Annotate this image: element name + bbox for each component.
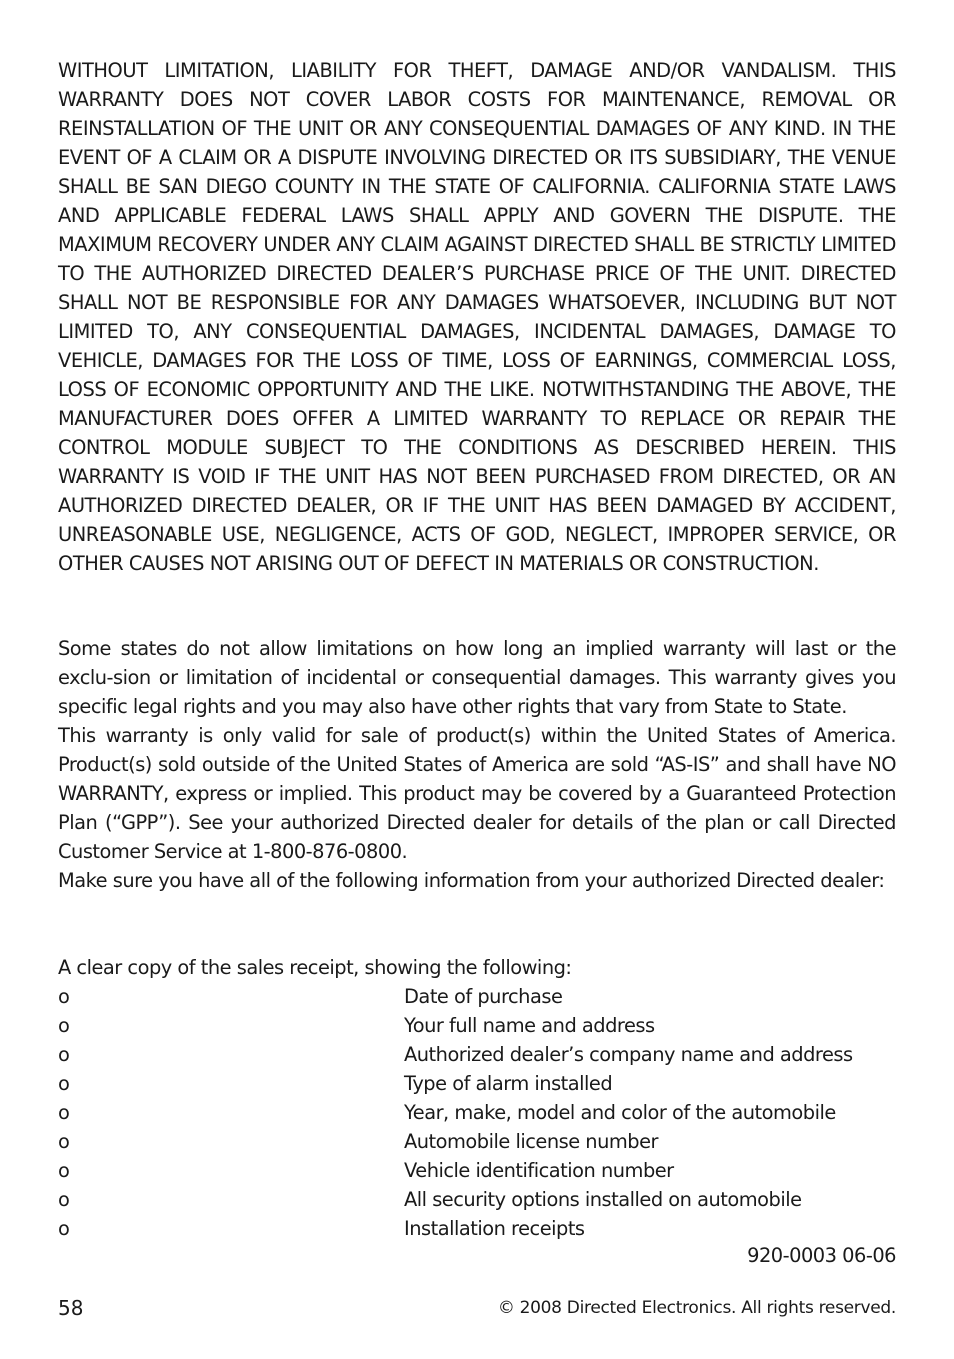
list-item [58, 1185, 896, 1214]
document-page [58, 0, 896, 1359]
list-item-text: Authorized dealer’s company name and address [404, 1043, 853, 1066]
list-item [58, 1156, 896, 1185]
list-item [58, 1069, 896, 1098]
list-item-text: All security options installed on automobile [404, 1188, 802, 1211]
list-item-text: Installation receipts [404, 1217, 585, 1240]
bullet: o [58, 985, 70, 1008]
document-number: 920-0003 06-06 [747, 1244, 896, 1267]
receipt-items-list [58, 982, 896, 1243]
bullet: o [58, 1014, 70, 1037]
bullet: o [58, 1101, 70, 1124]
page-number: 58 [58, 1296, 84, 1320]
bullet: o [58, 1217, 70, 1240]
list-item-text: Type of alarm installed [404, 1072, 613, 1095]
list-item [58, 1040, 896, 1069]
list-item [58, 1011, 896, 1040]
bullet: o [58, 1130, 70, 1153]
state-rights-paragraph: Some states do not allow limitations on how long an implied warranty will last or the exclu-sion or limitation of incidental or consequential damages. This warranty gives you specific legal rights and you may also have other rights that vary from State to State. [58, 637, 896, 718]
copyright-notice: © 2008 Directed Electronics. All rights reserved. [497, 1298, 896, 1318]
bullet: o [58, 1072, 70, 1095]
list-item-text: Date of purchase [404, 985, 563, 1008]
bullet: o [58, 1159, 70, 1182]
dealer-info-paragraph: Make sure you have all of the following information from your authorized Directed dealer: [58, 869, 885, 892]
us-only-paragraph: This warranty is only valid for sale of product(s) within the United States of America. Product(s) sold outside of the United States of America are sold “AS-IS” and shall have NO WARRANTY, express or implied. This product may be covered by a Guaranteed Protection Plan (“GPP”). See your authorized Directed dealer for details of the plan or call Directed Customer Service at 1-800-876-0800. [58, 724, 896, 863]
list-item [58, 1098, 896, 1127]
list-item [58, 982, 896, 1011]
warranty-limitations-text: WITHOUT LIMITATION, LIABILITY FOR THEFT, DAMAGE AND/OR VANDALISM. THIS WARRANTY DOES NOT COVER LABOR COSTS FOR MAINTENANCE, REMOVAL OR REINSTALLATION OF THE UNIT OR ANY CONSEQUENTIAL DAMAGES OF ANY KIND. IN THE EVENT OF A CLAIM OR A DISPUTE INVOLVING DIRECTED OR ITS SUBSIDIARY, THE VENUE SHALL BE SAN DIEGO COUNTY IN THE STATE OF CALIFORNIA. CALIFORNIA STATE LAWS AND APPLICABLE FEDERAL LAWS SHALL APPLY AND GOVERN THE DISPUTE. THE MAXIMUM RECOVERY UNDER ANY CLAIM AGAINST DIRECTED SHALL BE STRICTLY LIMITED TO THE AUTHORIZED DIRECTED DEALER’S PURCHASE PRICE OF THE UNIT. DIRECTED SHALL NOT BE RESPONSIBLE FOR ANY DAMAGES WHATSOEVER, INCLUDING BUT NOT LIMITED TO, ANY CONSEQUENTIAL DAMAGES, INCIDENTAL DAMAGES, DAMAGE TO VEHICLE, DAMAGES FOR THE LOSS OF TIME, LOSS OF EARNINGS, COMMERCIAL LOSS, LOSS OF ECONOMIC OPPORTUNITY AND THE LIKE. NOTWITHSTANDING THE ABOVE, THE MANUFACTURER DOES OFFER A LIMITED WARRANTY TO REPLACE OR REPAIR THE CONTROL MODULE SUBJECT TO THE CONDITIONS AS DESCRIBED HEREIN. THIS WARRANTY IS VOID IF THE UNIT HAS NOT BEEN PURCHASED FROM DIRECTED, OR AN AUTHORIZED DIRECTED DEALER, OR IF THE UNIT HAS BEEN DAMAGED BY ACCIDENT, UNREASONABLE USE, NEGLIGENCE, ACTS OF GOD, NEGLECT, IMPROPER SERVICE, OR OTHER CAUSES NOT ARISING OUT OF DEFECT IN MATERIALS OR CONSTRUCTION. [58, 59, 896, 575]
list-item [58, 1214, 896, 1243]
list-item [58, 1127, 896, 1156]
bullet: o [58, 1043, 70, 1066]
list-item-text: Your full name and address [404, 1014, 655, 1037]
list-item-text: Year, make, model and color of the automobile [404, 1101, 836, 1124]
receipt-intro: A clear copy of the sales receipt, showing the following: [58, 956, 572, 979]
list-item-text: Vehicle identification number [404, 1159, 674, 1182]
bullet: o [58, 1188, 70, 1211]
list-item-text: Automobile license number [404, 1130, 658, 1153]
